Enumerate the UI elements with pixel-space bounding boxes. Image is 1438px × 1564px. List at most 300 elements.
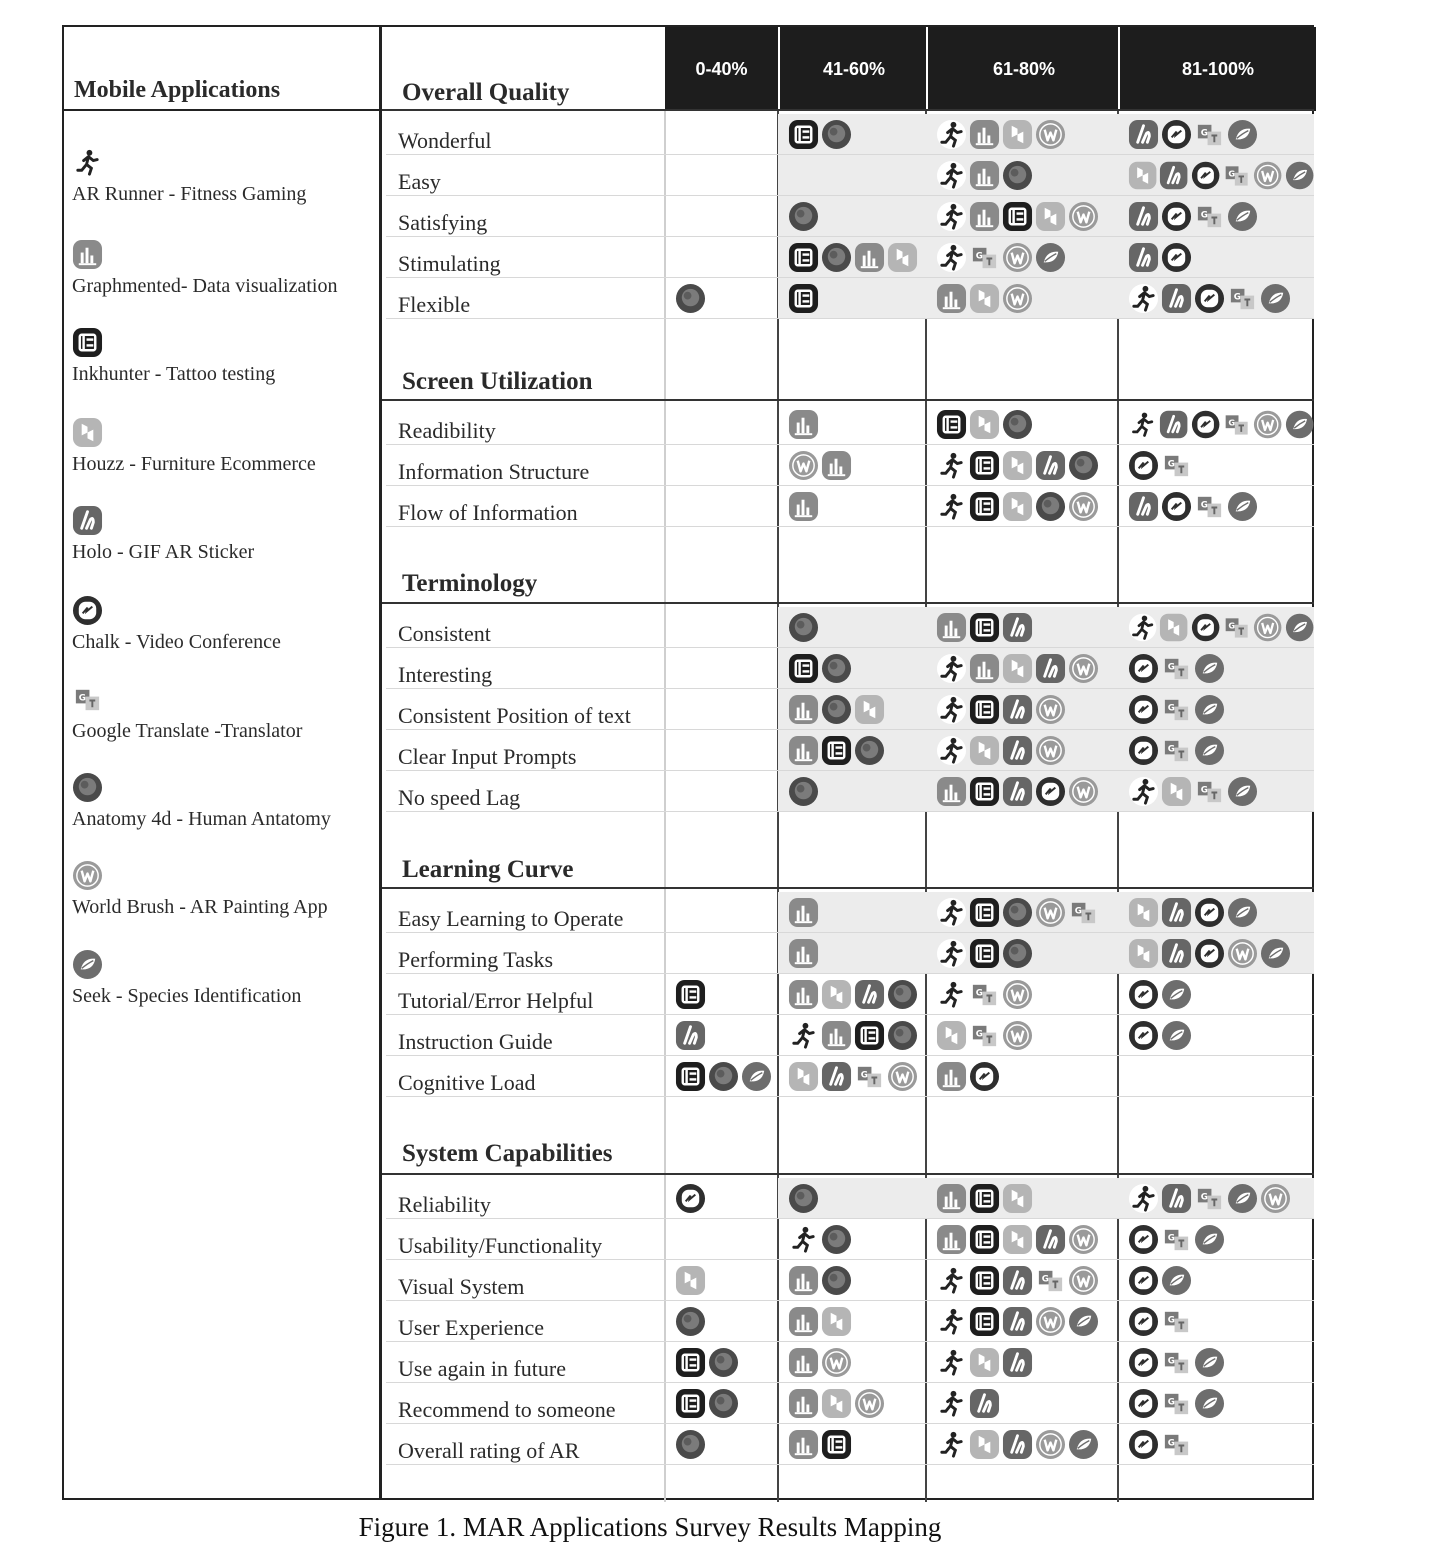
rating-cell <box>926 892 1118 932</box>
legend-item <box>72 147 377 206</box>
rating-cell <box>926 648 1118 688</box>
google-translate-icon <box>72 684 103 715</box>
inkhunter-icon <box>969 694 1000 725</box>
survey-row <box>382 1383 1314 1424</box>
holo-icon <box>1159 160 1188 191</box>
inkhunter-icon <box>821 1429 852 1460</box>
inkhunter-icon <box>675 1388 706 1419</box>
inkhunter-icon <box>788 283 819 314</box>
rating-cell <box>1118 445 1314 485</box>
rating-cell <box>665 1178 778 1218</box>
rating-cell <box>926 445 1118 485</box>
world-brush-icon <box>1253 612 1282 643</box>
seek-icon <box>1068 1306 1099 1337</box>
houzz-icon <box>887 242 918 273</box>
houzz-icon <box>788 1061 819 1092</box>
survey-row <box>382 1056 1314 1097</box>
rating-cell <box>926 196 1118 236</box>
rating-cell <box>778 892 926 932</box>
rating-cell <box>1118 648 1314 688</box>
houzz-icon <box>969 735 1000 766</box>
chalk-icon <box>1128 735 1159 766</box>
holo-icon <box>1161 897 1192 928</box>
legend-item-label: Inkhunter - Tattoo testing <box>72 363 276 385</box>
section-divider <box>382 602 1314 604</box>
runner-icon <box>788 1020 819 1051</box>
inkhunter-icon <box>675 1347 706 1378</box>
houzz-icon <box>969 1347 1000 1378</box>
rating-cell <box>1118 933 1314 973</box>
world-brush-icon <box>1227 938 1258 969</box>
svg-text:G: G <box>1167 1396 1175 1407</box>
rating-cell <box>926 1342 1118 1382</box>
row-label: Consistent Position of text <box>398 703 631 728</box>
svg-text:G: G <box>1074 905 1082 916</box>
rating-cell <box>778 933 926 973</box>
graph-icon <box>788 491 819 522</box>
holo-icon <box>1128 242 1159 273</box>
runner-icon <box>936 119 967 150</box>
seek-icon <box>1194 1347 1225 1378</box>
graph-icon <box>788 938 819 969</box>
anatomy-icon <box>788 1183 819 1214</box>
rating-cell <box>778 404 926 444</box>
chalk-icon <box>675 1183 706 1214</box>
rating-cell <box>778 114 926 154</box>
seek-icon <box>1194 694 1225 725</box>
chalk-icon <box>1161 201 1192 232</box>
rating-cell <box>665 1301 778 1341</box>
google-translate-icon <box>1194 119 1225 150</box>
google-translate-icon <box>1161 1347 1192 1378</box>
row-label: Recommend to someone <box>398 1397 616 1422</box>
section-divider <box>382 1173 1314 1175</box>
chalk-icon <box>1128 1347 1159 1378</box>
world-brush-icon <box>1253 160 1282 191</box>
rating-cell <box>665 404 778 444</box>
holo-icon <box>1002 735 1033 766</box>
world-brush-icon <box>1260 1183 1291 1214</box>
inkhunter-icon <box>821 735 852 766</box>
world-brush-icon <box>854 1388 885 1419</box>
anatomy-icon <box>708 1388 739 1419</box>
world-brush-icon <box>821 1347 852 1378</box>
anatomy-icon <box>1035 491 1066 522</box>
rating-cell <box>778 1056 926 1096</box>
graph-icon <box>821 450 852 481</box>
column-header: 0-40% <box>665 27 778 111</box>
google-translate-icon <box>1068 897 1099 928</box>
world-brush-icon <box>72 860 103 891</box>
row-label: User Experience <box>398 1315 544 1340</box>
anatomy-icon <box>1068 450 1099 481</box>
column-header: 81-100% <box>1118 27 1316 111</box>
rating-cell <box>778 278 926 318</box>
row-label: Usability/Functionality <box>398 1233 603 1258</box>
graph-icon <box>788 1429 819 1460</box>
chalk-icon <box>1194 283 1225 314</box>
row-label: Visual System <box>398 1274 525 1299</box>
row-label: Flexible <box>398 292 471 317</box>
survey-row <box>382 1178 1314 1219</box>
runner-icon <box>936 979 967 1010</box>
world-brush-icon <box>1035 694 1066 725</box>
graph-icon <box>788 1347 819 1378</box>
world-brush-icon <box>1035 735 1066 766</box>
rating-cell <box>665 445 778 485</box>
houzz-icon <box>821 1306 852 1337</box>
chalk-icon <box>1128 450 1159 481</box>
rating-cell <box>1118 689 1314 729</box>
rating-cell <box>926 1056 1118 1096</box>
inkhunter-icon <box>969 1306 1000 1337</box>
rating-cell <box>778 1424 926 1464</box>
svg-text:G: G <box>1233 291 1241 302</box>
seek-icon <box>1194 1388 1225 1419</box>
chalk-icon <box>1128 1020 1159 1051</box>
chalk-icon <box>1161 491 1192 522</box>
houzz-icon <box>1002 119 1033 150</box>
runner-icon <box>788 1224 819 1255</box>
graph-icon <box>936 283 967 314</box>
runner-icon <box>1128 612 1157 643</box>
survey-row <box>382 730 1314 771</box>
section-divider <box>382 109 1314 111</box>
inkhunter-icon <box>788 653 819 684</box>
svg-text:G: G <box>975 1028 983 1039</box>
world-brush-icon <box>1002 242 1033 273</box>
chalk-icon <box>1194 897 1225 928</box>
rating-cell <box>665 689 778 729</box>
houzz-icon <box>675 1265 706 1296</box>
seek-icon <box>1285 409 1314 440</box>
google-translate-icon <box>854 1061 885 1092</box>
rating-cell <box>665 486 778 526</box>
row-label: Information Structure <box>398 459 590 484</box>
chalk-icon <box>1128 1265 1159 1296</box>
rating-cell <box>1118 196 1314 236</box>
results-grid <box>382 27 1314 1498</box>
rating-cell <box>926 1178 1118 1218</box>
houzz-icon <box>72 417 103 448</box>
legend-item-label: Graphmented- Data visualization <box>72 275 338 297</box>
houzz-icon <box>1128 938 1159 969</box>
graph-icon <box>788 694 819 725</box>
graph-icon <box>936 612 967 643</box>
legend-item-label: World Brush - AR Painting App <box>72 896 328 918</box>
graph-icon <box>788 735 819 766</box>
google-translate-icon <box>969 1020 1000 1051</box>
survey-row <box>382 974 1314 1015</box>
graph-icon <box>788 1265 819 1296</box>
holo-icon <box>1161 283 1192 314</box>
google-translate-icon <box>1161 1306 1192 1337</box>
svg-text:G: G <box>1228 416 1236 427</box>
row-label: Easy <box>398 169 441 194</box>
section-title: System Capabilities <box>402 1140 613 1167</box>
rating-cell <box>665 648 778 688</box>
inkhunter-icon <box>72 327 103 358</box>
row-label: Interesting <box>398 662 493 687</box>
chalk-icon <box>1191 160 1220 191</box>
chalk-icon <box>1035 776 1066 807</box>
google-translate-icon <box>1161 1429 1192 1460</box>
seek-icon <box>1285 160 1314 191</box>
world-brush-icon <box>1002 1020 1033 1051</box>
svg-text:G: G <box>1167 1314 1175 1325</box>
runner-icon <box>1128 776 1159 807</box>
legend-item-label: Houzz - Furniture Ecommerce <box>72 453 316 475</box>
rating-cell <box>778 196 926 236</box>
holo-icon <box>969 1388 1000 1419</box>
row-label: Performing Tasks <box>398 947 554 972</box>
svg-text:G: G <box>975 987 983 998</box>
row-divider <box>386 1096 1314 1097</box>
row-label: Readibility <box>398 418 496 443</box>
holo-icon <box>1002 1347 1033 1378</box>
rating-cell <box>926 1219 1118 1259</box>
rating-cell <box>926 1383 1118 1423</box>
rating-cell <box>665 1056 778 1096</box>
rating-cell <box>1118 278 1314 318</box>
holo-icon <box>72 505 103 536</box>
rating-cell <box>665 933 778 973</box>
svg-text:G: G <box>1167 743 1175 754</box>
chalk-icon <box>1191 612 1220 643</box>
rating-cell <box>926 404 1118 444</box>
world-brush-icon <box>1035 1429 1066 1460</box>
rating-cell <box>1118 1015 1314 1055</box>
row-divider <box>386 811 1314 812</box>
rating-cell <box>778 1219 926 1259</box>
anatomy-icon <box>887 1020 918 1051</box>
world-brush-icon <box>1068 653 1099 684</box>
inkhunter-icon <box>854 1020 885 1051</box>
rating-cell <box>926 689 1118 729</box>
survey-row <box>382 486 1314 527</box>
svg-text:G: G <box>1041 1273 1049 1284</box>
holo-icon <box>854 979 885 1010</box>
rating-cell <box>665 114 778 154</box>
runner-icon <box>936 491 967 522</box>
runner-icon <box>936 1306 967 1337</box>
column-header: 61-80% <box>926 27 1120 111</box>
world-brush-icon <box>1068 491 1099 522</box>
inkhunter-icon <box>969 938 1000 969</box>
row-label: Stimulating <box>398 251 501 276</box>
survey-row <box>382 1424 1314 1465</box>
svg-text:G: G <box>1200 1191 1208 1202</box>
holo-icon <box>1002 1306 1033 1337</box>
survey-row <box>382 892 1314 933</box>
rating-cell <box>926 237 1118 277</box>
inkhunter-icon <box>1002 201 1033 232</box>
rating-cell <box>665 1342 778 1382</box>
seek-icon <box>1035 242 1066 273</box>
houzz-icon <box>1035 201 1066 232</box>
google-translate-icon <box>1035 1265 1066 1296</box>
seek-icon <box>1227 776 1258 807</box>
section-title: Learning Curve <box>402 856 574 883</box>
rating-cell <box>778 974 926 1014</box>
rating-cell <box>778 1383 926 1423</box>
rating-cell <box>926 114 1118 154</box>
houzz-icon <box>1159 612 1188 643</box>
google-translate-icon <box>1194 201 1225 232</box>
legend-item <box>72 772 377 831</box>
survey-row <box>382 648 1314 689</box>
rating-cell <box>1118 1056 1314 1096</box>
legend-title: Mobile Applications <box>74 77 281 103</box>
rating-cell <box>665 237 778 277</box>
anatomy-icon <box>675 1429 706 1460</box>
rating-cell <box>665 1260 778 1300</box>
anatomy-icon <box>821 694 852 725</box>
row-divider <box>386 526 1314 527</box>
houzz-icon <box>1161 776 1192 807</box>
chalk-icon <box>1194 938 1225 969</box>
rating-cell <box>1118 730 1314 770</box>
rating-cell <box>926 486 1118 526</box>
holo-icon <box>1128 201 1159 232</box>
rating-cell <box>926 1424 1118 1464</box>
world-brush-icon <box>1035 897 1066 928</box>
chalk-icon <box>72 595 103 626</box>
world-brush-icon <box>887 1061 918 1092</box>
rating-cell <box>926 933 1118 973</box>
svg-text:G: G <box>1228 619 1236 630</box>
chalk-icon <box>1128 1224 1159 1255</box>
svg-text:G: G <box>975 250 983 261</box>
seek-icon <box>1227 491 1258 522</box>
anatomy-icon <box>821 1265 852 1296</box>
seek-icon <box>1227 119 1258 150</box>
rating-cell <box>778 1178 926 1218</box>
row-label: Flow of Information <box>398 500 578 525</box>
holo-icon <box>821 1061 852 1092</box>
rating-cell <box>1118 1383 1314 1423</box>
runner-icon <box>936 938 967 969</box>
google-translate-icon <box>1194 1183 1225 1214</box>
houzz-icon <box>821 1388 852 1419</box>
row-label: Easy Learning to Operate <box>398 906 624 931</box>
legend-item-label: Holo - GIF AR Sticker <box>72 541 255 563</box>
world-brush-icon <box>1068 1265 1099 1296</box>
runner-icon <box>72 147 103 178</box>
graph-icon <box>854 242 885 273</box>
seek-icon <box>72 949 103 980</box>
google-translate-icon <box>1161 653 1192 684</box>
survey-row <box>382 155 1314 196</box>
graph-icon <box>788 409 819 440</box>
rating-cell <box>1118 892 1314 932</box>
seek-icon <box>1260 283 1291 314</box>
houzz-icon <box>1128 897 1159 928</box>
graph-icon <box>969 160 1000 191</box>
google-translate-icon <box>1161 1224 1192 1255</box>
section-divider <box>382 887 1314 889</box>
legend-item <box>72 860 377 919</box>
legend-item <box>72 417 377 476</box>
legend-item <box>72 595 377 654</box>
survey-row <box>382 933 1314 974</box>
rating-cell <box>1118 974 1314 1014</box>
svg-text:G: G <box>1200 209 1208 220</box>
inkhunter-icon <box>969 776 1000 807</box>
houzz-icon <box>1002 450 1033 481</box>
row-label: Use again in future <box>398 1356 566 1381</box>
anatomy-icon <box>821 119 852 150</box>
svg-text:G: G <box>1200 499 1208 510</box>
houzz-icon <box>969 409 1000 440</box>
rating-cell <box>1118 1219 1314 1259</box>
rating-cell <box>665 196 778 236</box>
holo-icon <box>1002 1265 1033 1296</box>
anatomy-icon <box>821 1224 852 1255</box>
rating-cell <box>1118 1260 1314 1300</box>
rating-cell <box>1118 486 1314 526</box>
holo-icon <box>1128 491 1159 522</box>
rating-cell <box>665 892 778 932</box>
seek-icon <box>1161 1020 1192 1051</box>
runner-icon <box>1128 409 1157 440</box>
chalk-icon <box>1128 694 1159 725</box>
inkhunter-icon <box>969 450 1000 481</box>
seek-icon <box>1161 979 1192 1010</box>
svg-text:G: G <box>1167 1437 1175 1448</box>
rating-cell <box>926 730 1118 770</box>
survey-row <box>382 237 1314 278</box>
rating-cell <box>926 278 1118 318</box>
inkhunter-icon <box>675 1061 706 1092</box>
rating-cell <box>778 771 926 811</box>
runner-icon <box>936 242 967 273</box>
holo-icon <box>1035 1224 1066 1255</box>
rating-cell <box>778 155 926 195</box>
app-legend <box>64 27 382 1498</box>
seek-icon <box>1194 1224 1225 1255</box>
graph-icon <box>969 201 1000 232</box>
inkhunter-icon <box>969 612 1000 643</box>
survey-row <box>382 404 1314 445</box>
seek-icon <box>741 1061 772 1092</box>
holo-icon <box>1159 409 1188 440</box>
graph-icon <box>969 119 1000 150</box>
world-brush-icon <box>1068 1224 1099 1255</box>
runner-icon <box>936 1265 967 1296</box>
google-translate-icon <box>1161 735 1192 766</box>
seek-icon <box>1227 1183 1258 1214</box>
graph-icon <box>788 897 819 928</box>
chalk-icon <box>1128 979 1159 1010</box>
survey-row <box>382 1260 1314 1301</box>
svg-text:G: G <box>1167 661 1175 672</box>
legend-item <box>72 505 377 564</box>
houzz-icon <box>821 979 852 1010</box>
survey-row <box>382 771 1314 812</box>
google-translate-icon <box>1161 450 1192 481</box>
rating-cell <box>665 974 778 1014</box>
survey-row <box>382 1342 1314 1383</box>
holo-icon <box>1002 694 1033 725</box>
chalk-icon <box>1128 1388 1159 1419</box>
survey-row <box>382 689 1314 730</box>
row-label: Overall rating of AR <box>398 1438 580 1463</box>
runner-icon <box>1128 1183 1159 1214</box>
row-label: Consistent <box>398 621 491 646</box>
survey-figure <box>62 25 1314 1500</box>
row-divider <box>386 318 1314 319</box>
